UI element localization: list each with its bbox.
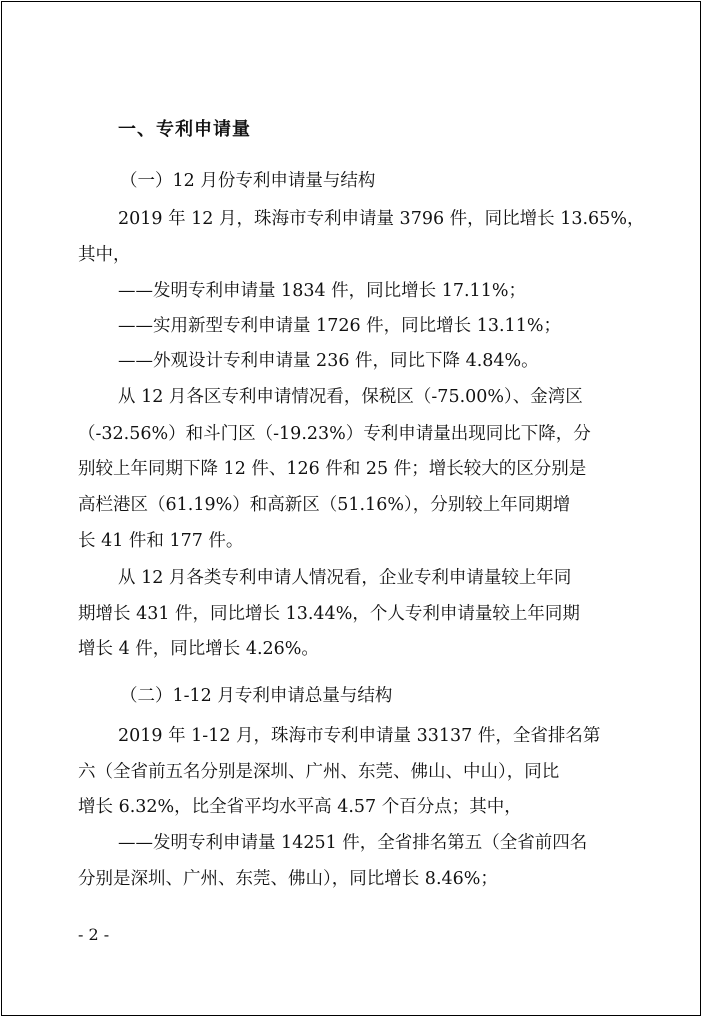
subsection-2-heading: （二）1-12 月专利申请总量与结构 <box>120 686 393 706</box>
s1-p2-line-3: 别较上年同期下降 12 件、126 件和 25 件；增长较大的区分别是 <box>78 459 587 479</box>
page-number: - 2 - <box>78 925 110 944</box>
s1-bullet-3: ——外观设计专利申请量 236 件，同比下降 4.84%。 <box>118 351 539 371</box>
s1-bullet-2: ——实用新型专利申请量 1726 件，同比增长 13.11%； <box>118 316 561 336</box>
s1-p3-line-3: 增长 4 件，同比增长 4.26%。 <box>78 639 319 659</box>
s1-p3-line-2: 期增长 431 件，同比增长 13.44%，个人专利申请量较上年同期 <box>78 604 580 624</box>
subsection-1-heading: （一）12 月份专利申请量与结构 <box>120 171 376 191</box>
s1-p2-line-4: 高栏港区（61.19%）和高新区（51.16%），分别较上年同期增 <box>78 495 571 515</box>
s1-p1-line-2: 其中， <box>78 245 131 265</box>
s2-p1-line-1: 2019 年 1-12 月，珠海市专利申请量 33137 件，全省排名第 <box>118 726 601 746</box>
s2-p1-line-3: 增长 6.32%，比全省平均水平高 4.57 个百分点；其中， <box>78 797 522 817</box>
s2-p2-line-2: 分别是深圳、广州、东莞、佛山），同比增长 8.46%； <box>78 869 498 889</box>
s2-p1-line-2: 六（全省前五名分别是深圳、广州、东莞、佛山、中山），同比 <box>78 762 560 782</box>
section-title: 一、专利申请量 <box>118 119 251 140</box>
s1-p3-line-1: 从 12 月各类专利申请人情况看，企业专利申请量较上年同 <box>118 568 572 588</box>
s2-p2-line-1: ——发明专利申请量 14251 件，全省排名第五（全省前四名 <box>118 833 588 853</box>
s1-p2-line-2: （-32.56%）和斗门区（-19.23%）专利申请量出现同比下降，分 <box>78 424 591 444</box>
s1-p2-line-1: 从 12 月各区专利申请情况看，保税区（-75.00%）、金湾区 <box>118 387 583 407</box>
s1-p2-line-5: 长 41 件和 177 件。 <box>78 531 244 551</box>
s1-bullet-1: ——发明专利申请量 1834 件，同比增长 17.11%； <box>118 281 526 301</box>
s1-p1-line-1: 2019 年 12 月，珠海市专利申请量 3796 件，同比增长 13.65%， <box>118 209 645 229</box>
